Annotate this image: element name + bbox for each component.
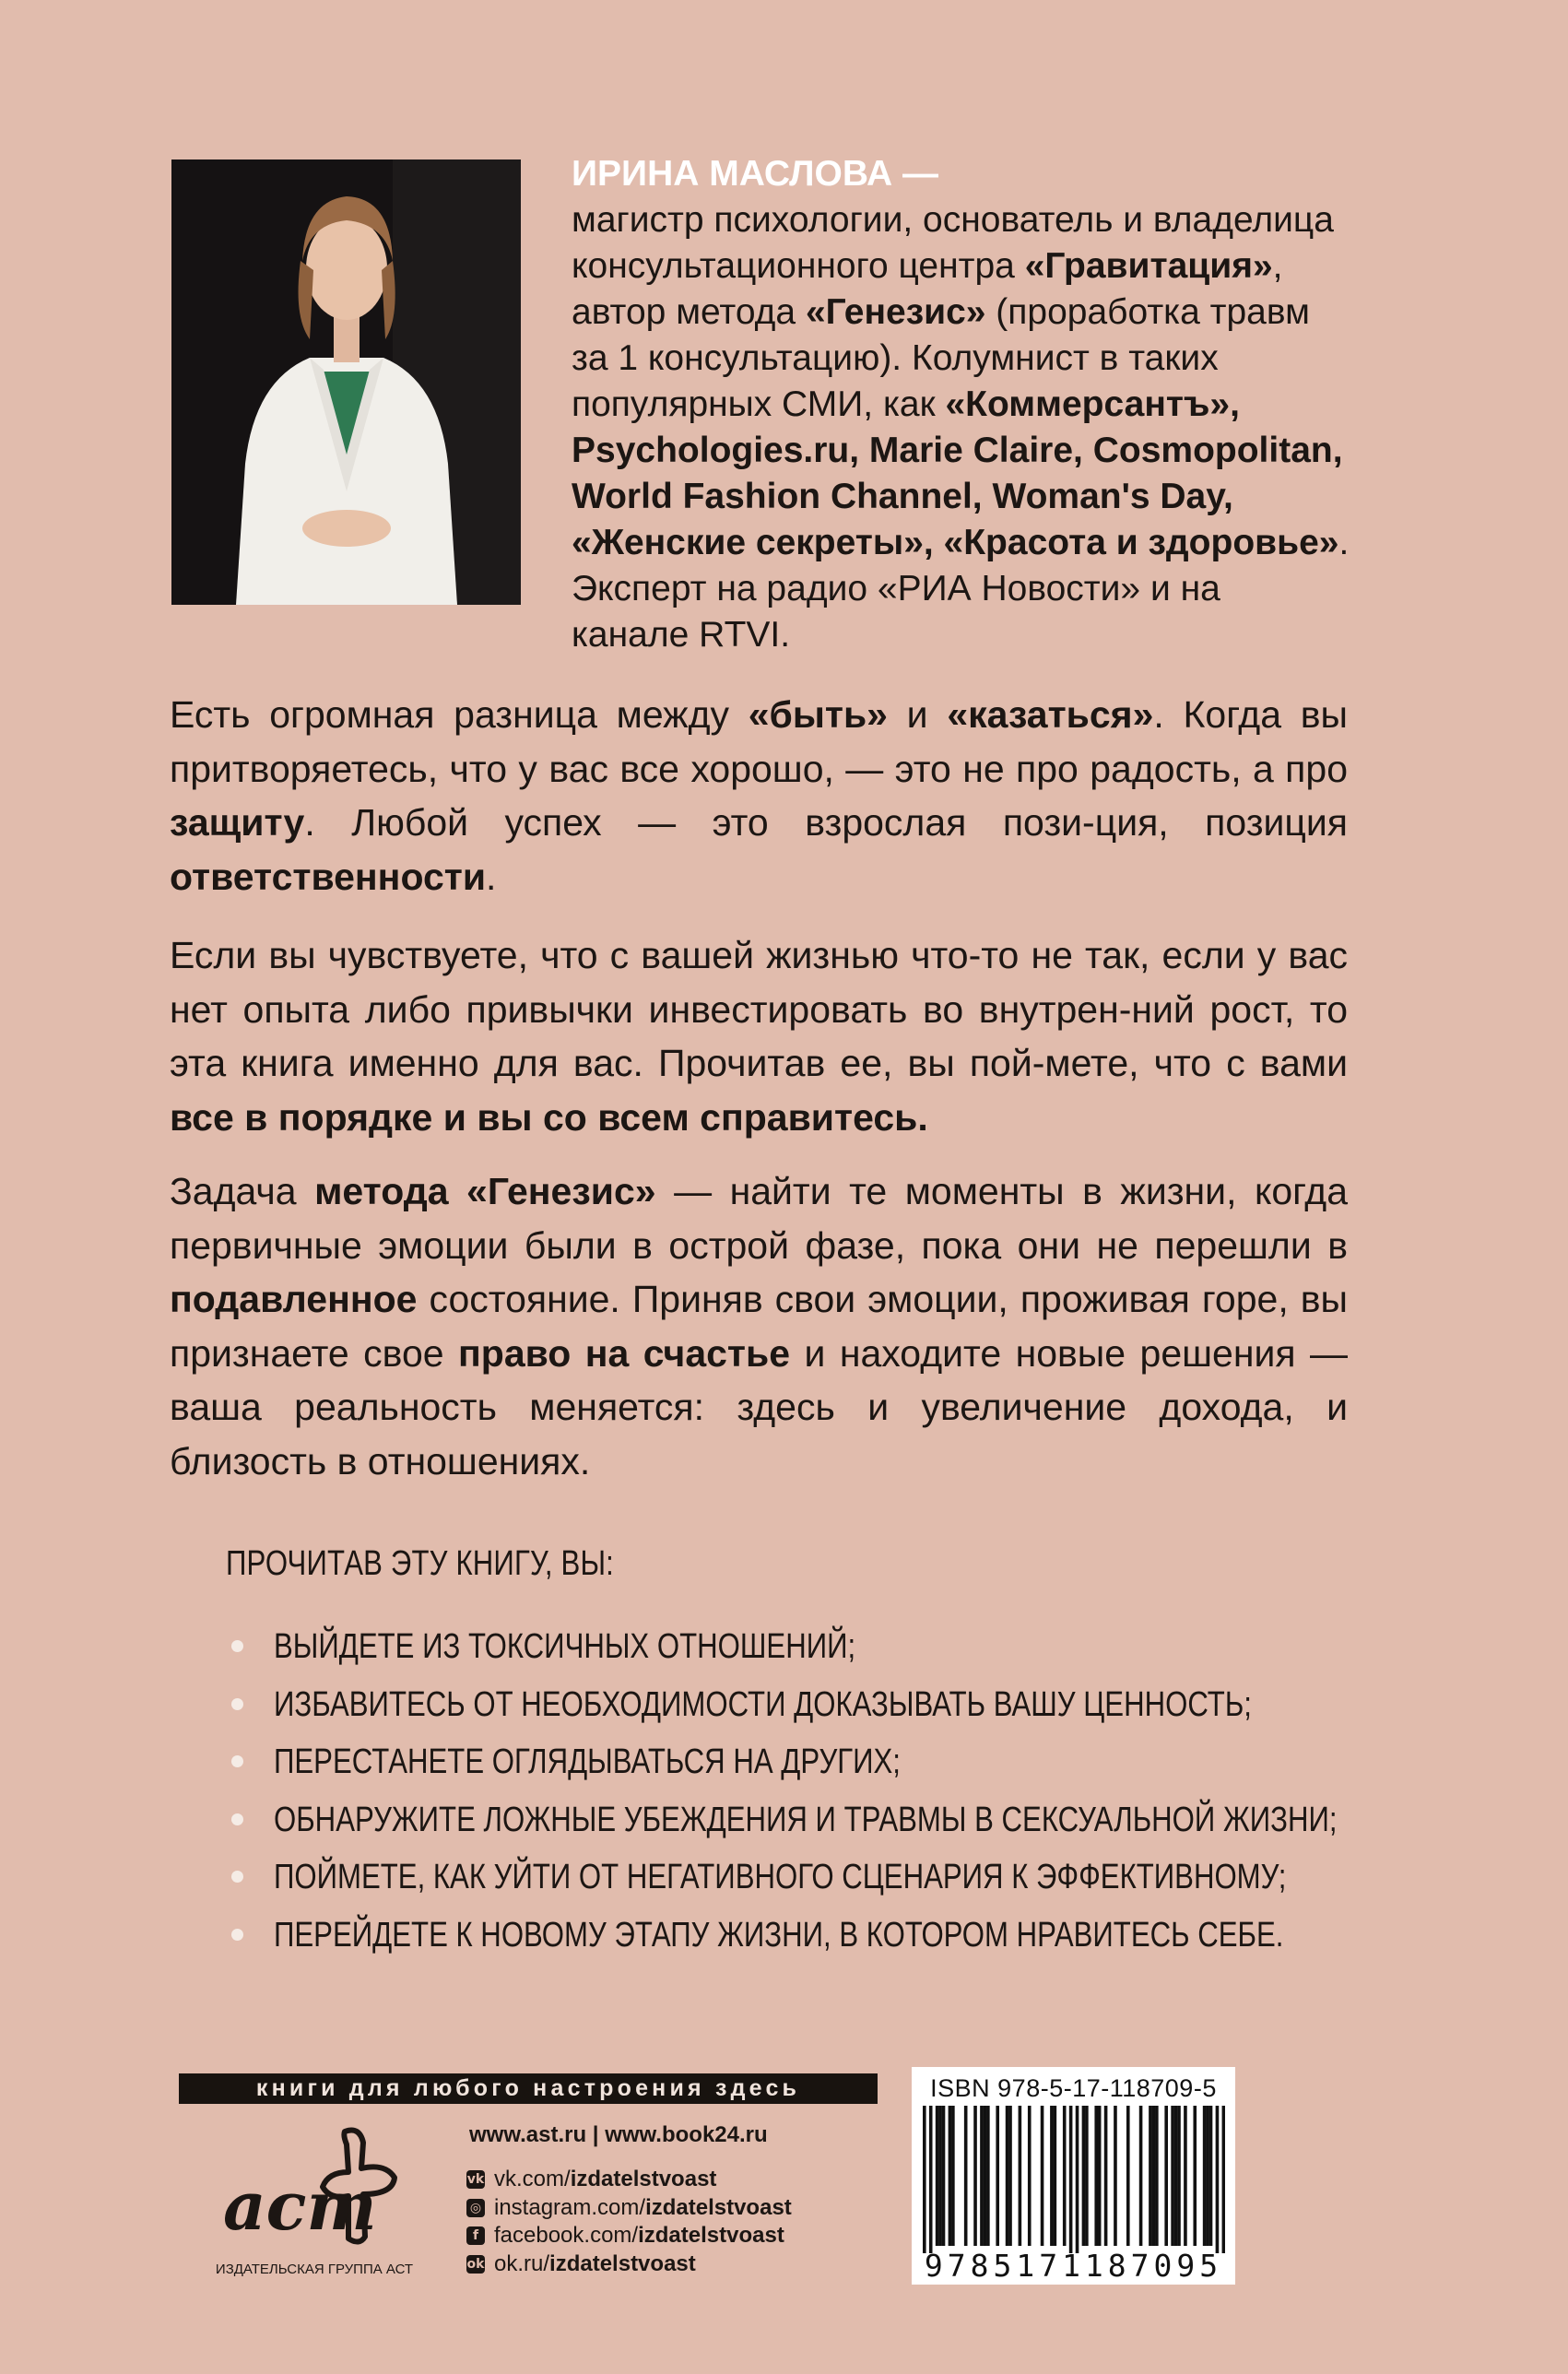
bio-line xyxy=(572,474,1521,520)
social-handle: izdatelstvoast xyxy=(638,2223,784,2248)
paragraph-for-you xyxy=(170,928,1348,1144)
bio-bold: World Fashion Channel, Woman's Day, xyxy=(572,477,1233,516)
benefits-title: ПРОЧИТАВ ЭТУ КНИГУ, ВЫ: xyxy=(226,1544,615,1583)
list-item-text: ИЗБАВИТЕСЬ ОТ НЕОБХОДИМОСТИ ДОКАЗЫВАТЬ ВАШУ ЦЕННОСТЬ; xyxy=(274,1684,1252,1724)
barcode-bar xyxy=(980,2106,984,2246)
bio-bold: «Коммерсантъ», xyxy=(945,384,1240,424)
bio-line xyxy=(572,289,1521,336)
barcode-box xyxy=(912,2067,1235,2285)
barcode-bar xyxy=(973,2106,977,2246)
barcode-bar xyxy=(936,2106,939,2246)
publisher-websites[interactable]: www.ast.ru | www.book24.ru xyxy=(469,2122,768,2147)
isbn-number: ISBN 978-5-17-118709-5 xyxy=(930,2074,1217,2102)
barcode-bar xyxy=(986,2106,990,2246)
social-link-odnoklassniki[interactable] xyxy=(466,2250,792,2279)
bio-bold: Psychologies.ru, Marie Claire, Cosmopolitan, xyxy=(572,431,1343,470)
para-bold: подавленное xyxy=(170,1278,418,1320)
bio-line: канале RTVI. xyxy=(572,615,791,655)
barcode-bar xyxy=(1098,2106,1102,2246)
barcode-bar xyxy=(1041,2106,1044,2246)
para-bold: «казаться» xyxy=(947,693,1154,736)
author-photo xyxy=(171,159,521,605)
barcode-bar xyxy=(923,2106,926,2253)
barcode-bar xyxy=(1028,2106,1032,2246)
paragraph-genesis-method xyxy=(170,1164,1348,1488)
paragraph-be-vs-seem xyxy=(170,688,1348,904)
logo-text: аст xyxy=(223,2167,377,2245)
social-link-vk[interactable] xyxy=(466,2166,792,2194)
para-bold: метода «Генезис» xyxy=(314,1170,656,1212)
barcode-bar xyxy=(929,2106,933,2253)
bullet-icon xyxy=(231,1813,243,1825)
barcode-bar xyxy=(1006,2106,1009,2246)
para-text: . xyxy=(486,855,497,898)
promo-banner: книги для любого настроения здесь xyxy=(179,2073,878,2104)
bullet-icon xyxy=(231,1871,243,1883)
barcode-bar xyxy=(951,2106,955,2246)
bio-line xyxy=(572,428,1521,474)
social-prefix: instagram.com/ xyxy=(494,2194,646,2220)
odnoklassniki-icon: ok xyxy=(466,2256,485,2272)
facebook-icon: f xyxy=(466,2226,485,2245)
barcode-bar xyxy=(1149,2106,1152,2246)
bio-line xyxy=(572,243,1521,289)
barcode-bar xyxy=(984,2106,987,2246)
ean-number: 9785171187095 xyxy=(924,2248,1223,2284)
para-bold: ответственности xyxy=(170,855,487,898)
bullet-icon xyxy=(231,1755,243,1767)
social-prefix: ok.ru/ xyxy=(494,2250,550,2276)
para-text: и xyxy=(887,693,948,736)
social-handle: izdatelstvoast xyxy=(645,2194,792,2220)
barcode-bar xyxy=(1209,2106,1213,2246)
para-bold: право на счастье xyxy=(458,1331,791,1375)
barcode-bar xyxy=(1104,2106,1108,2246)
barcode-bar xyxy=(1203,2106,1207,2246)
barcode-bar xyxy=(1177,2106,1181,2246)
barcode-bar xyxy=(1216,2106,1220,2253)
social-handle: izdatelstvoast xyxy=(549,2250,696,2276)
social-prefix: facebook.com/ xyxy=(494,2223,639,2248)
barcode-bar xyxy=(1008,2106,1012,2246)
ast-logo xyxy=(205,2120,426,2250)
barcode-bar xyxy=(996,2106,999,2246)
barcode-bar xyxy=(938,2106,942,2246)
bio-bold: «Женские секреты», «Красота и здоровье» xyxy=(572,523,1339,562)
bio-line xyxy=(572,382,1521,428)
barcode-bar xyxy=(964,2106,968,2246)
barcode-bar xyxy=(1085,2106,1089,2246)
barcode-bar xyxy=(1152,2106,1156,2246)
para-text: Если вы чувствуете, что с вашей жизнью что-то не так, если у вас нет опыта либо привычки инвестировать во внутрен-ний рост, то эта книга именно для вас. Прочитав ее, вы пой-мете, что с вами xyxy=(170,934,1348,1084)
barcode-bar xyxy=(1222,2106,1225,2253)
bio-text: , xyxy=(1272,246,1283,286)
barcode-bar xyxy=(1155,2106,1159,2246)
barcode-bar xyxy=(1126,2106,1130,2246)
barcode-bar xyxy=(1069,2106,1073,2253)
logo-caption: ИЗДАТЕЛЬСКАЯ ГРУППА АСТ xyxy=(215,2262,414,2277)
para-bold: защиту xyxy=(170,801,305,844)
social-links xyxy=(466,2166,792,2278)
barcode-bar xyxy=(1076,2106,1079,2253)
barcode-bar xyxy=(1193,2106,1197,2246)
barcode-bar xyxy=(1139,2106,1143,2246)
para-text: — найти те моменты в жизни, когда первичные эмоции были в острой фазе, пока они не перешли в xyxy=(170,1170,1349,1267)
social-prefix: vk.com/ xyxy=(494,2167,571,2191)
bio-line xyxy=(572,520,1521,566)
social-link-facebook[interactable] xyxy=(466,2222,792,2250)
bullet-icon xyxy=(231,1698,243,1710)
bio-text: . xyxy=(1338,523,1350,562)
barcode-bar xyxy=(949,2106,952,2246)
barcode-bar xyxy=(1082,2106,1086,2246)
barcode-bar xyxy=(1174,2106,1178,2246)
bio-text: автор метода xyxy=(572,292,806,332)
bio-bold: «Гравитация» xyxy=(1024,246,1273,286)
list-item-text: ВЫЙДЕТЕ ИЗ ТОКСИЧНЫХ ОТНОШЕНИЙ; xyxy=(274,1627,856,1666)
para-bold: «быть» xyxy=(748,693,888,736)
bio-line: за 1 консультацию). Колумнист в таких xyxy=(572,338,1219,378)
bio-line: Эксперт на радио «РИА Новости» и на xyxy=(572,569,1220,608)
bio-bold: «Генезис» xyxy=(805,292,986,332)
para-text: Задача xyxy=(170,1170,315,1212)
bullet-icon xyxy=(231,1640,243,1652)
para-text: состояние. Приняв свои эмоции, проживая горе, вы признаете свое xyxy=(170,1278,1348,1375)
barcode-bar xyxy=(1114,2106,1117,2246)
social-handle: izdatelstvoast xyxy=(570,2167,717,2191)
author-name: ИРИНА МАСЛОВА — xyxy=(572,154,939,194)
barcode-bar xyxy=(1171,2106,1174,2246)
para-text: Есть огромная разница между xyxy=(170,693,749,736)
barcode-bar xyxy=(942,2106,946,2246)
para-text: и находите новые решения — ваша реальность меняется: здесь и увеличение дохода, и близость в отношениях. xyxy=(170,1331,1349,1482)
list-item-text: ПЕРЕЙДЕТЕ К НОВОМУ ЭТАПУ ЖИЗНИ, В КОТОРОМ НРАВИТЕСЬ СЕБЕ. xyxy=(274,1915,1284,1955)
barcode-bar xyxy=(1206,2106,1209,2246)
barcode-bar xyxy=(1164,2106,1168,2246)
barcode-bar xyxy=(1050,2106,1054,2246)
bio-line: магистр психологии, основатель и владелица xyxy=(572,200,1334,240)
vk-icon: vk xyxy=(466,2172,485,2188)
bio-text: популярных СМИ, как xyxy=(572,384,946,424)
para-text: . Когда вы притворяетесь, что у вас все хорошо, — это не про радость, а про xyxy=(170,693,1349,790)
social-link-instagram[interactable] xyxy=(466,2194,792,2223)
para-bold: все в порядке и вы со всем справитесь. xyxy=(170,1095,928,1139)
list-item-text: ПЕРЕСТАНЕТЕ ОГЛЯДЫВАТЬСЯ НА ДРУГИХ; xyxy=(274,1742,901,1781)
bullet-icon xyxy=(231,1929,243,1941)
barcode-bar xyxy=(1063,2106,1067,2246)
bio-text: (проработка травм xyxy=(985,292,1310,332)
barcode-bar xyxy=(1094,2106,1098,2246)
barcode-bar xyxy=(1184,2106,1187,2246)
barcode-bar xyxy=(1019,2106,1022,2246)
list-item-text: ОБНАРУЖИТЕ ЛОЖНЫЕ УБЕЖДЕНИЯ И ТРАВМЫ В СЕКСУАЛЬНОЙ ЖИЗНИ; xyxy=(274,1800,1338,1839)
list-item-text: ПОЙМЕТЕ, КАК УЙТИ ОТ НЕГАТИВНОГО СЦЕНАРИЯ К ЭФФЕКТИВНОМУ; xyxy=(274,1858,1287,1896)
bio-text: консультационного центра xyxy=(572,246,1025,286)
para-text: . Любой успех — это взрослая пози-ция, позиция xyxy=(304,801,1348,844)
barcode-bar xyxy=(1054,2106,1057,2246)
author-bio xyxy=(572,151,1521,658)
instagram-icon: ◎ xyxy=(466,2199,485,2217)
barcode-icon xyxy=(923,2106,1225,2253)
